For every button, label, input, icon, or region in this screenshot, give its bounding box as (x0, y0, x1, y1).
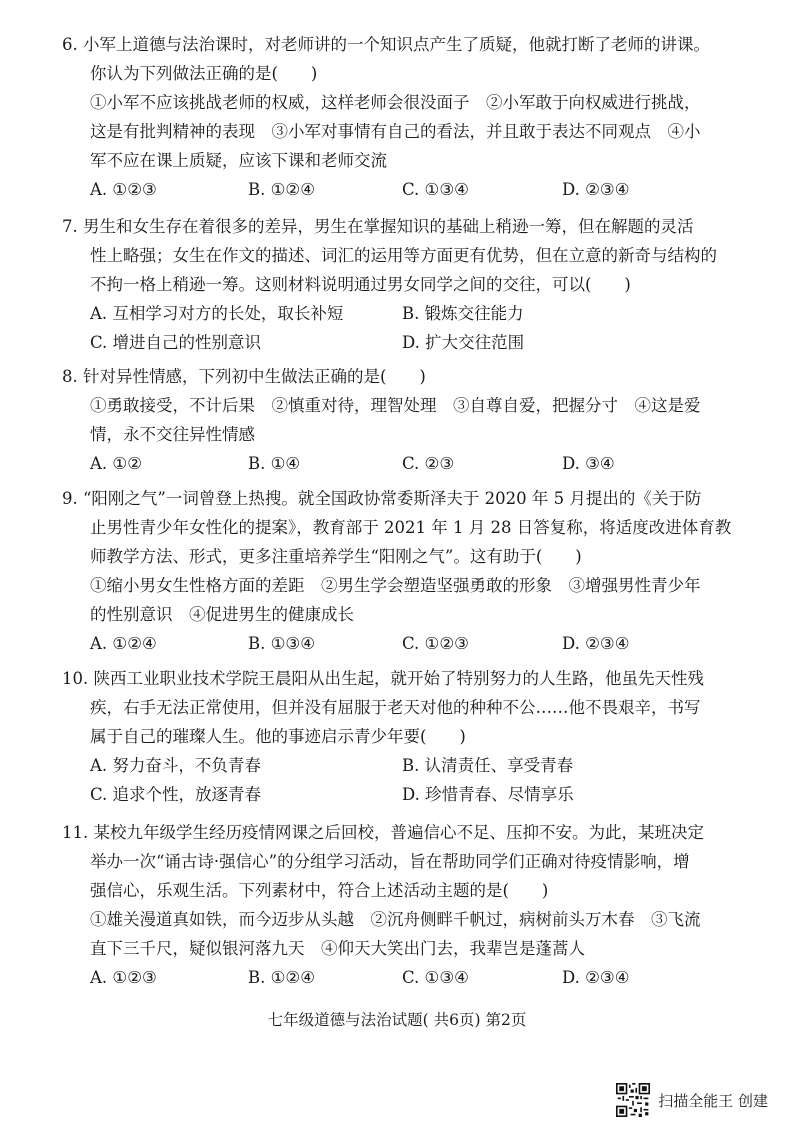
answer-options (62, 175, 742, 204)
option-c: C. ①②③ (402, 634, 469, 653)
question-line: 师教学方法、形式，更多注重培养学生“阳刚之气”。这有助于( ) (90, 547, 582, 566)
option-b: B. 认清责任、享受青春 (402, 756, 574, 775)
question-line: 直下三千尺，疑似银河落九天 ④仰天大笑出门去，我辈岂是蓬蒿人 (90, 939, 585, 958)
scanner-label: 扫描全能王 创建 (658, 1091, 768, 1110)
option-d: D. 珍惜青春、尽情享乐 (402, 785, 574, 804)
answer-options (62, 328, 742, 357)
answer-options (62, 629, 742, 658)
question-line: 不拘一格上稍逊一筹。这则材料说明通过男女同学之间的交往，可以( ) (90, 275, 631, 294)
answer-options (62, 449, 742, 478)
option-a: A. ①②③ (90, 968, 157, 987)
option-a: A. ①②④ (90, 634, 157, 653)
option-b: B. ①②④ (248, 968, 315, 987)
option-a: A. 互相学习对方的长处，取长补短 (90, 304, 344, 323)
option-d: D. 扩大交往范围 (402, 333, 525, 352)
question-6 (62, 30, 742, 204)
option-c: C. ①③④ (402, 968, 469, 987)
question-line: 这是有批判精神的表现 ③小军对事情有自己的看法，并且敢于表达不同观点 ④小 (90, 122, 701, 141)
question-8 (62, 362, 742, 478)
question-line: 7. 男生和女生存在着很多的差异，男生在掌握知识的基础上稍逊一筹，但在解题的灵活 (62, 217, 694, 236)
option-c: C. 增进自己的性别意识 (90, 333, 262, 352)
question-line: 属于自己的璀璨人生。他的事迹启示青少年要( ) (90, 727, 466, 746)
question-line: 性上略强；女生在作文的描述、词汇的运用等方面更有优势，但在立意的新奇与结构的 (90, 246, 717, 265)
option-d: D. ②③④ (562, 180, 630, 199)
question-11 (62, 818, 742, 992)
question-line: 止男性青少年女性化的提案》，教育部于 2021 年 1 月 28 日答复称，将适度改进体育教 (90, 518, 732, 537)
question-line: 情，永不交往异性情感 (90, 425, 255, 444)
option-c: C. ①③④ (402, 180, 469, 199)
question-10 (62, 664, 742, 809)
question-line: 的性别意识 ④促进男生的健康成长 (90, 605, 354, 624)
answer-options (62, 780, 742, 809)
scanner-watermark (616, 1080, 768, 1120)
qr-code-icon (616, 1083, 650, 1117)
question-7 (62, 212, 742, 357)
option-d: D. ③④ (562, 454, 615, 473)
question-line: 军不应在课上质疑，应该下课和老师交流 (90, 151, 387, 170)
question-line: 疾，右手无法正常使用，但并没有屈服于老天对他的种种不公……他不畏艰辛，书写 (90, 698, 701, 717)
option-a: A. 努力奋斗，不负青春 (90, 756, 261, 775)
option-c: C. 追求个性，放逐青春 (90, 785, 262, 804)
question-line: 10. 陕西工业职业技术学院王晨阳从出生起，就开始了特别努力的人生路，他虽先天性残 (62, 669, 704, 688)
option-b: B. ①②④ (248, 180, 315, 199)
question-line: 9. “阳刚之气”一词曾登上热搜。就全国政协常委斯泽夫于 2020 年 5 月提出的《关于防 (62, 489, 702, 508)
option-c: C. ②③ (402, 454, 455, 473)
option-d: D. ②③④ (562, 968, 630, 987)
answer-options (62, 963, 742, 992)
option-d: D. ②③④ (562, 634, 630, 653)
question-9 (62, 484, 742, 658)
option-b: B. ①④ (248, 454, 301, 473)
option-b: B. 锻炼交往能力 (402, 304, 524, 323)
question-line: 11. 某校九年级学生经历疫情网课之后回校，普遍信心不足、压抑不安。为此，某班决定 (62, 823, 704, 842)
question-line: 强信心，乐观生活。下列素材中，符合上述活动主题的是( ) (90, 881, 549, 900)
option-a: A. ①②③ (90, 180, 157, 199)
question-line: ①缩小男女生性格方面的差距 ②男生学会塑造坚强勇敢的形象 ③增强男性青少年 (90, 576, 701, 595)
page-footer: 七年级道德与法治试题( 共6页) 第2页 (267, 1011, 527, 1029)
question-line: ①勇敢接受，不计后果 ②慎重对待，理智处理 ③自尊自爱，把握分寸 ④这是爱 (90, 396, 701, 415)
question-line: 举办一次“诵古诗·强信心”的分组学习活动，旨在帮助同学们正确对待疫情影响，增 (90, 852, 690, 871)
question-line: ①雄关漫道真如铁，而今迈步从头越 ②沉舟侧畔千帆过，病树前头万木春 ③飞流 (90, 910, 701, 929)
question-line: 你认为下列做法正确的是( ) (90, 64, 318, 83)
question-line: 8. 针对异性情感，下列初中生做法正确的是( ) (62, 367, 426, 386)
option-b: B. ①③④ (248, 634, 315, 653)
question-line: 6. 小军上道德与法治课时，对老师讲的一个知识点产生了质疑，他就打断了老师的讲课。 (62, 35, 710, 54)
answer-options (62, 751, 742, 780)
answer-options (62, 299, 742, 328)
option-a: A. ①② (90, 454, 142, 473)
question-line: ①小军不应该挑战老师的权威，这样老师会很没面子 ②小军敢于向权威进行挑战， (90, 93, 701, 112)
